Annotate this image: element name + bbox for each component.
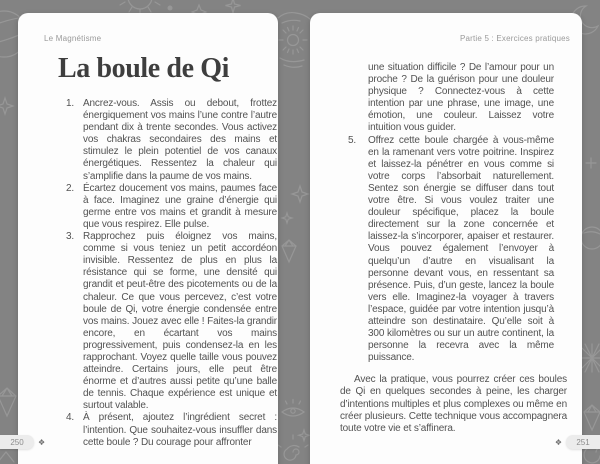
step-4-continuation-text: une situation difficile ? De l’amour pour un proche ? De la guérison pour une douleur physique ? Connectez-vous à cette intention par une phrase, une image, une émotion, une couleur. Laissez votre intuition vous guider. bbox=[368, 62, 554, 134]
sparkle-icon bbox=[299, 430, 310, 441]
step-number: 3. bbox=[66, 231, 75, 243]
page-left bbox=[18, 13, 278, 464]
step-item-3 bbox=[66, 231, 277, 412]
steps-list bbox=[66, 98, 277, 449]
step-text: Rapprochez puis éloignez vos mains, comme si vous teniez un petit accordéon invisible. Ressentez de plus en plus la résistance qui se forme, une densité qui grandit et peut-être des picotements ou de la chaleur. Ce que vous percevez, c’est votre boule de Qi, votre énergie condensée entre vos mains. Jouez avec elle ! Faites-la grandir encore, en écartant vos mains progressivement, puis condensez-la en les rapprochant. Voyez quelle taille vous pouvez atteindre. Certains jours, elle peut être énorme et d’autres aussi petite qu’une balle de tennis. Chaque expérience est unique et surtout valable. bbox=[83, 231, 277, 412]
gem-icon bbox=[0, 388, 16, 416]
planet-icon bbox=[581, 227, 600, 249]
folio-right bbox=[555, 435, 600, 449]
steps-list bbox=[348, 135, 554, 365]
dot-icon bbox=[168, 6, 173, 11]
right-page-content bbox=[310, 62, 582, 435]
step-text: Écartez doucement vos mains, paumes face à face. Imaginez une graine d’énergie qui germe entre vos mains et grandit à mesure que vous respirez. Elle pulse. bbox=[83, 182, 277, 230]
running-header-right: Partie 5 : Exercices pratiques bbox=[459, 34, 570, 43]
step-item-5 bbox=[348, 135, 554, 365]
step-number: 1. bbox=[66, 98, 75, 109]
page-right bbox=[310, 13, 582, 464]
page-title: La boule de Qi bbox=[58, 53, 229, 84]
sparkle-icon bbox=[282, 213, 292, 223]
page-number: 251 bbox=[576, 437, 590, 447]
chevron-up-icon bbox=[0, 452, 14, 462]
sparkle-icon bbox=[226, 0, 241, 13]
hands-holding-sun-icon bbox=[278, 13, 310, 68]
step-number: 2. bbox=[66, 182, 75, 194]
left-page-content bbox=[18, 53, 278, 449]
diamond-ornament-icon: ❖ bbox=[554, 437, 562, 447]
page-number: 250 bbox=[10, 437, 24, 447]
gem-icon bbox=[584, 405, 600, 430]
running-header-left: Le Magnétisme bbox=[44, 34, 102, 43]
step-item-2 bbox=[66, 183, 277, 231]
page-number-pill bbox=[0, 435, 34, 449]
plus-sparkle-icon bbox=[586, 158, 596, 168]
folio-left bbox=[0, 435, 45, 449]
step-item-1 bbox=[66, 98, 277, 183]
closing-paragraph: Avec la pratique, vous pourrez créer ces boules de Qi en quelques secondes à peine, les charger d’intentions multiples et plus complexes ou même en créer plusieurs. Cette technique vous accompagnera toute votre vie et s’affinera. bbox=[340, 374, 567, 434]
step-number: 5. bbox=[348, 134, 357, 146]
step-text: Offrez cette boule chargée à vous-même en la ramenant vers votre poitrine. Inspirez et laissez-la pénétrer en vous comme si votre corps l’absorbait naturellement. Sentez son énergie se diffuser dans tout votre être. Si vous voulez traiter une douleur spécifique, placez la boule directement sur la zone concernée et laissez-la s’incorporer, apaiser et restaurer. Vous pouvez également l’envoyer à quelqu’un d’autre en visualisant la personne devant vous, en ressentant sa présence. Puis, d’un geste, lancez la boule vers elle. Imaginez-la voyager à travers l’espace, guidée par votre intention jusqu’à atteindre son destinataire. Qu’elle soit à 300 kilomètres ou sur un autre continent, la personne la recevra avec la même puissance. bbox=[368, 134, 554, 364]
step-text: À présent, ajoutez l’ingrédient secret : l’intention. Que souhaitez-vous insuffler dans cette boule ? Du courage pour affronter bbox=[83, 412, 277, 448]
gem-icon bbox=[282, 240, 296, 262]
sparkle-icon bbox=[0, 98, 13, 114]
step-item-4 bbox=[66, 412, 277, 448]
sparkle-icon bbox=[292, 186, 308, 202]
step-number: 4. bbox=[66, 412, 75, 424]
page-number-pill bbox=[566, 435, 600, 449]
eye-icon bbox=[282, 400, 304, 417]
diamond-ornament-icon: ❖ bbox=[38, 437, 46, 447]
step-text: Ancrez-vous. Assis ou debout, frottez énergiquement vos mains l’une contre l’autre pendant dix à trente secondes. Vous activez vos chakras secondaires des mains et stimulez le plein potentiel de vos canaux énergétiques. Ressentez la chaleur qui s’amplifie dans la paume de vos mains. bbox=[83, 98, 277, 182]
